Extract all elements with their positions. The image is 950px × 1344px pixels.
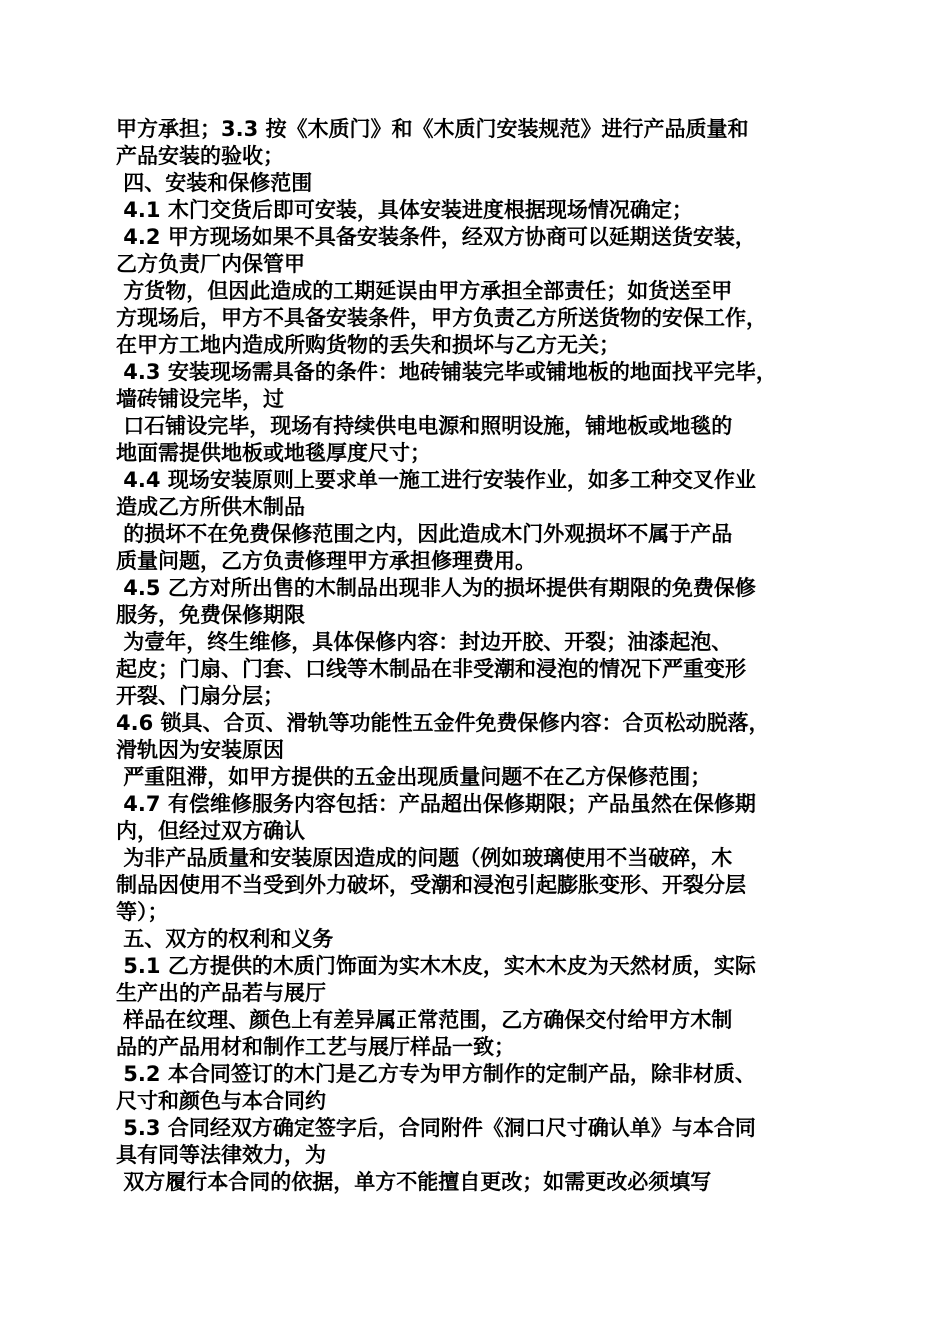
text-line: 地面需提供地板或地毯厚度尺寸；: [116, 441, 431, 465]
text-line: 5.1 乙方提供的木质门饰面为实木木皮，实木木皮为天然材质，实际: [116, 954, 756, 978]
text-line: 服务，免费保修期限: [116, 603, 305, 627]
text-line: 墙砖铺设完毕，过: [116, 387, 284, 411]
text-line: 口石铺设完毕，现场有持续供电电源和照明设施，铺地板或地毯的: [116, 414, 733, 438]
text-line: 4.1 木门交货后即可安装，具体安装进度根据现场情况确定；: [116, 198, 693, 222]
text-line: 等）；: [116, 900, 169, 924]
text-line: 5.3 合同经双方确定签字后，合同附件《洞口尺寸确认单》与本合同: [116, 1116, 756, 1140]
text-line: 双方履行本合同的依据，单方不能擅自更改；如需更改必须填写: [116, 1170, 712, 1194]
text-line: 4.4 现场安装原则上要求单一施工进行安装作业，如多工种交叉作业: [116, 468, 756, 492]
text-line: 严重阻滞，如甲方提供的五金出现质量问题不在乙方保修范围；: [116, 765, 712, 789]
section-heading: 四、安装和保修范围: [116, 171, 313, 195]
document-body: [116, 116, 846, 1196]
text-line: 内，但经过双方确认: [116, 819, 305, 843]
text-line: 产品安装的验收；: [116, 144, 284, 168]
text-line: 4.7 有偿维修服务内容包括：产品超出保修期限；产品虽然在保修期: [116, 792, 756, 816]
text-line: 方货物，但因此造成的工期延误由甲方承担全部责任；如货送至甲: [116, 279, 733, 303]
text-line: 甲方承担；3.3 按《木质门》和《木质门安装规范》进行产品质量和: [116, 117, 749, 141]
text-line: 4.3 安装现场需具备的条件：地砖铺装完毕或铺地板的地面找平完毕，: [116, 360, 777, 384]
text-line: 制品因使用不当受到外力破坏，受潮和浸泡引起膨胀变形、开裂分层: [116, 873, 746, 897]
text-line: 在甲方工地内造成所购货物的丢失和损坏与乙方无关；: [116, 333, 620, 357]
text-line: 4.2 甲方现场如果不具备安装条件，经双方协商可以延期送货安装，: [116, 225, 756, 249]
text-line: 生产出的产品若与展厅: [116, 981, 326, 1005]
text-line: 具有同等法律效力，为: [116, 1143, 326, 1167]
text-line: 的损坏不在免费保修范围之内，因此造成木门外观损坏不属于产品: [116, 522, 733, 546]
text-line: 乙方负责厂内保管甲: [116, 252, 305, 276]
text-line: 尺寸和颜色与本合同约: [116, 1089, 326, 1113]
text-line: 4.6 锁具、合页、滑轨等功能性五金件免费保修内容：合页松动脱落，: [116, 711, 770, 735]
text-line: 方现场后，甲方不具备安装条件，甲方负责乙方所送货物的安保工作，: [116, 306, 767, 330]
text-line: 质量问题，乙方负责修理甲方承担修理费用。: [116, 549, 536, 573]
text-line: 造成乙方所供木制品: [116, 495, 305, 519]
text-line: 样品在纹理、颜色上有差异属正常范围，乙方确保交付给甲方木制: [116, 1008, 733, 1032]
text-line: 5.2 本合同签订的木门是乙方专为甲方制作的定制产品，除非材质、: [116, 1062, 756, 1086]
text-line: 滑轨因为安装原因: [116, 738, 284, 762]
section-heading: 五、双方的权利和义务: [116, 927, 334, 951]
text-line: 品的产品用材和制作工艺与展厅样品一致；: [116, 1035, 515, 1059]
text-line: 起皮；门扇、门套、口线等木制品在非受潮和浸泡的情况下严重变形: [116, 657, 746, 681]
text-line: 为壹年，终生维修，具体保修内容：封边开胶、开裂；油漆起泡、: [116, 630, 733, 654]
text-line: 开裂、门扇分层；: [116, 684, 284, 708]
text-line: 为非产品质量和安装原因造成的问题（例如玻璃使用不当破碎，木: [116, 846, 733, 870]
text-line: 4.5 乙方对所出售的木制品出现非人为的损坏提供有期限的免费保修: [116, 576, 756, 600]
